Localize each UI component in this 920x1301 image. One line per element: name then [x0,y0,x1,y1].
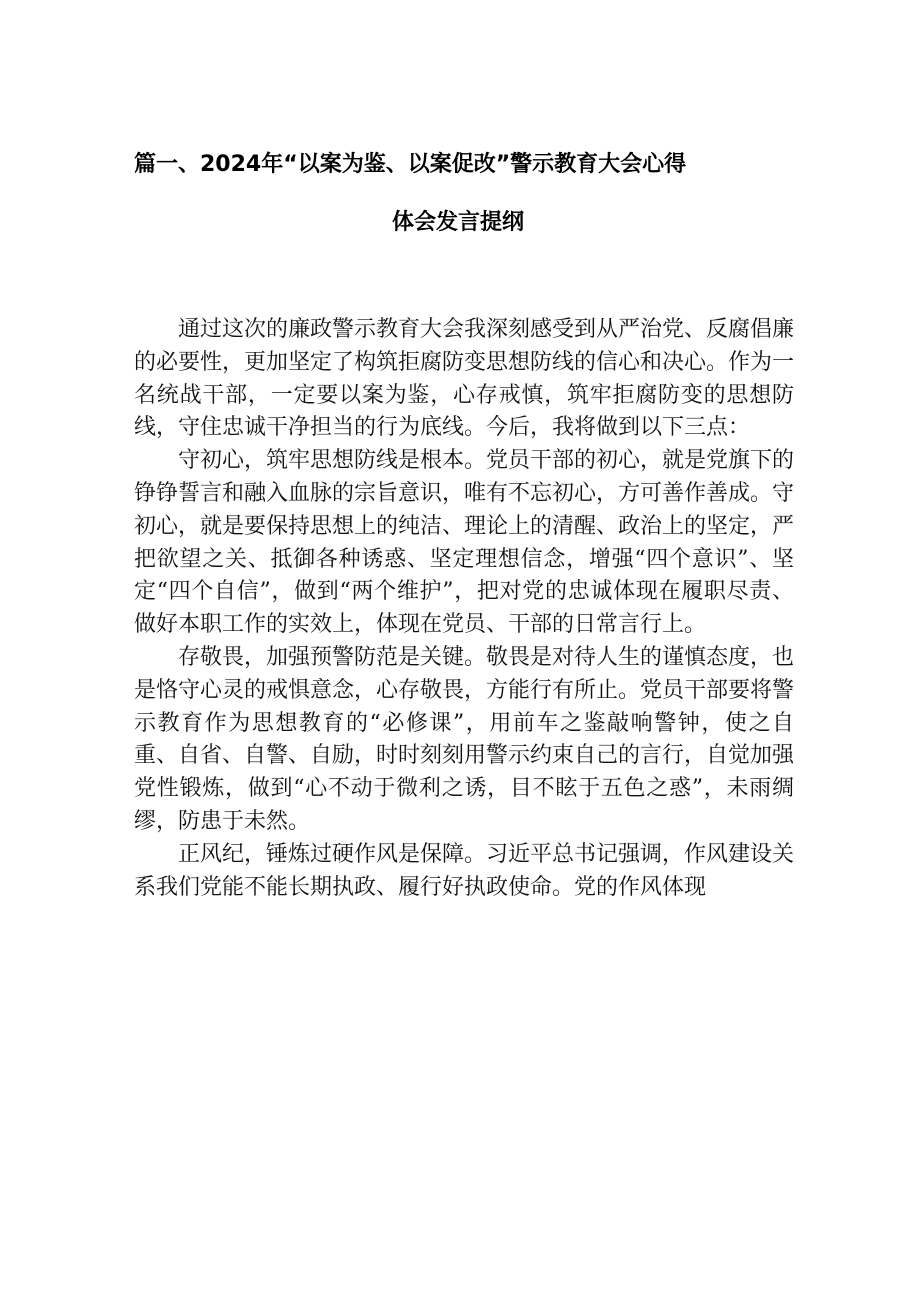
document-title-line-1: 篇一、2024年“以案为鉴、以案促改”警示教育大会心得 [134,152,687,177]
document-title-line-2: 体会发言提纲 [392,210,525,235]
body-paragraph-4: 正风纪，锤炼过硬作风是保障。习近平总书记强调，作风建设关系我们党能不能长期执政、履行好执政使命。党的作风体现 [134,841,795,900]
body-paragraph-1: 通过这次的廉政警示教育大会我深刻感受到从严治党、反腐倡廉的必要性，更加坚定了构筑拒腐防变思想防线的信心和决心。作为一名统战干部，一定要以案为鉴，心存戒慎，筑牢拒腐防变的思想防线，守住忠诚干净担当的行为底线。今后，我将做到以下三点： [134,317,795,441]
document-body [134,314,794,904]
body-paragraph-3: 存敬畏，加强预警防范是关键。敬畏是对待人生的谨慎态度，也是恪守心灵的戒惧意念，心存敬畏，方能行有所止。党员干部要将警示教育作为思想教育的“必修课”，用前车之鉴敲响警钟，使之自重、自省、自警、自励，时时刻刻用警示约束自己的言行，自觉加强党性锻炼，做到“心不动于微利之诱，目不眩于五色之惑”，未雨绸缪，防患于未然。 [134,644,795,834]
body-paragraph-2: 守初心，筑牢思想防线是根本。党员干部的初心，就是党旗下的铮铮誓言和融入血脉的宗旨意识，唯有不忘初心，方可善作善成。守初心，就是要保持思想上的纯洁、理论上的清醒、政治上的坚定，严把欲望之关、抵御各种诱惑、坚定理想信念，增强“四个意识”、坚定“四个自信”，做到“两个维护”，把对党的忠诚体现在履职尽责、做好本职工作的实效上，体现在党员、干部的日常言行上。 [134,448,795,638]
